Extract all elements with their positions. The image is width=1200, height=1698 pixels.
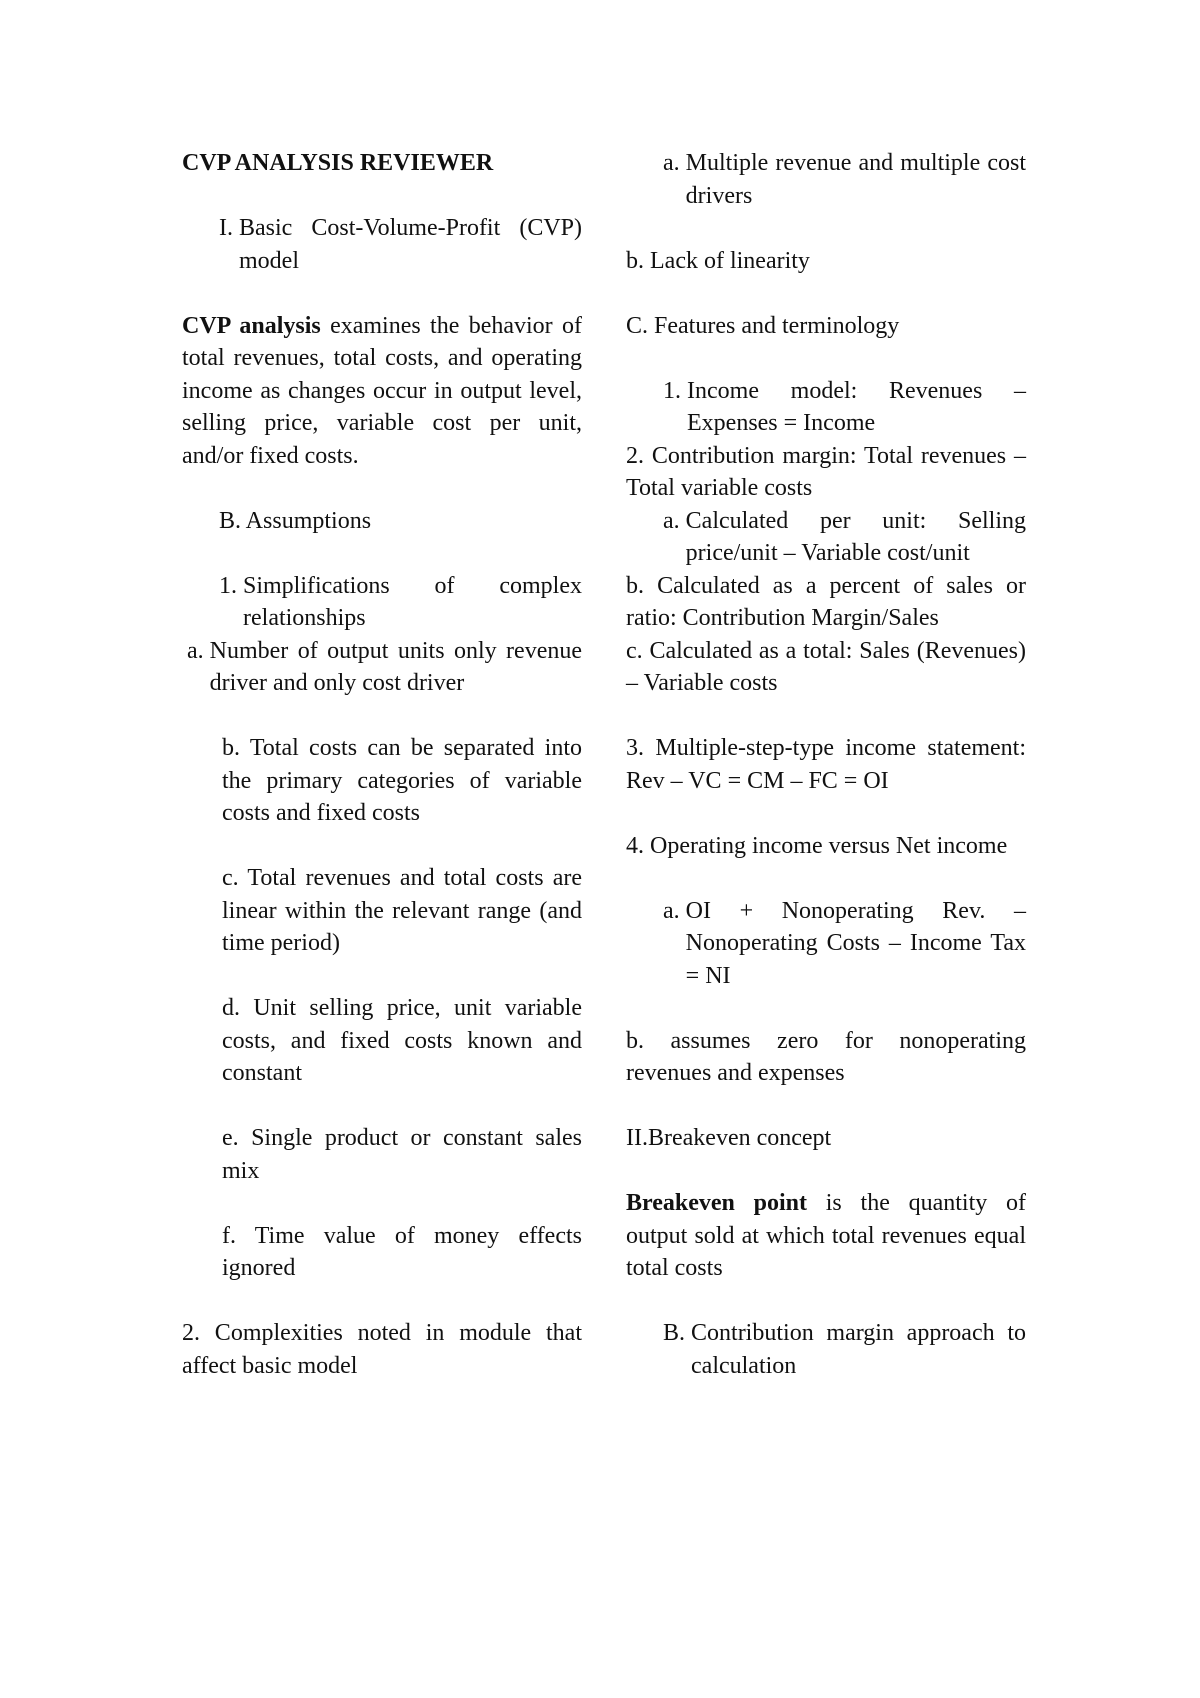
breakeven-term: Breakeven point [626,1190,807,1216]
breakeven-definition [626,1187,1026,1285]
list-text: Multiple revenue and multiple cost drivers [685,150,1026,209]
assumption-d: d. Unit selling price, unit variable costs, and fixed costs known and constant [222,995,582,1086]
list-marker: 1. [663,377,681,404]
list-marker: a. [663,150,680,176]
features-heading: C. Features and terminology [626,312,900,339]
list-marker: 1. [219,572,237,599]
list-marker: B. [663,1320,686,1346]
section-marker: I. [219,215,233,241]
assumption-e: e. Single product or constant sales mix [222,1125,582,1184]
list-marker: a. [663,897,680,924]
complexity-b: b. Lack of linearity [626,247,810,274]
cvp-definition [182,310,582,473]
assumption-f: f. Time value of money effects ignored [222,1222,582,1281]
simplifications-item [219,570,582,635]
breakeven-definition-text: is the quantity of output sold at which total revenues equal total costs [626,1190,1027,1281]
assumption-b: b. Total costs can be separated into the primary categories of variable costs and fixed costs [222,735,582,826]
oi-formula-item [663,895,1026,993]
contribution-margin-item: 2. Contribution margin: Total revenues – Total variable costs [626,442,1026,501]
list-marker: a. [663,507,680,534]
breakeven-heading: II.Breakeven concept [626,1125,832,1151]
left-column [182,147,582,1382]
list-text: Number of output units only revenue driver and only cost driver [209,637,582,696]
complexity-a [663,147,1026,212]
assumption-a [187,635,582,700]
list-text: Income model: Revenues – Expenses = Income [687,377,1026,436]
list-text: OI + Nonoperating Rev. – Nonoperating Costs – Income Tax = NI [685,897,1026,989]
list-text: Contribution margin approach to calculation [691,1320,1026,1379]
document-title: CVP ANALYSIS REVIEWER [182,150,494,176]
cm-per-unit-item [663,505,1026,570]
cm-ratio-item: b. Calculated as a percent of sales or ratio: Contribution Margin/Sales [626,572,1026,631]
right-column [626,147,1026,1382]
cvp-term: CVP analysis [182,312,321,339]
assumptions-heading: B. Assumptions [219,507,372,534]
cm-approach-item [663,1317,1026,1382]
list-text: Calculated per unit: Selling price/unit – Variable cost/unit [685,507,1026,566]
section-basic-cvp-model [219,212,582,277]
cm-total-item: c. Calculated as a total: Sales (Revenues) – Variable costs [626,637,1026,696]
list-marker: a. [187,637,204,664]
section-text: Basic Cost-Volume-Profit (CVP) model [239,215,582,274]
cvp-definition-text: examines the behavior of total revenues, total costs, and operating income as changes occur in output level, selling price, variable cost per unit, and/or fixed costs. [182,312,582,469]
list-text: Simplifications of complex relationships [243,572,582,631]
assumption-c: c. Total revenues and total costs are linear within the relevant range (and time period) [222,865,582,956]
income-model-item [663,375,1026,440]
complexities-item: 2. Complexities noted in module that affect basic model [182,1320,582,1379]
multistep-statement-item: 3. Multiple-step-type income statement: Rev – VC = CM – FC = OI [626,735,1026,794]
oi-vs-ni-item: 4. Operating income versus Net income [626,832,1008,859]
nonoperating-assumption-item: b. assumes zero for nonoperating revenues and expenses [626,1027,1026,1086]
